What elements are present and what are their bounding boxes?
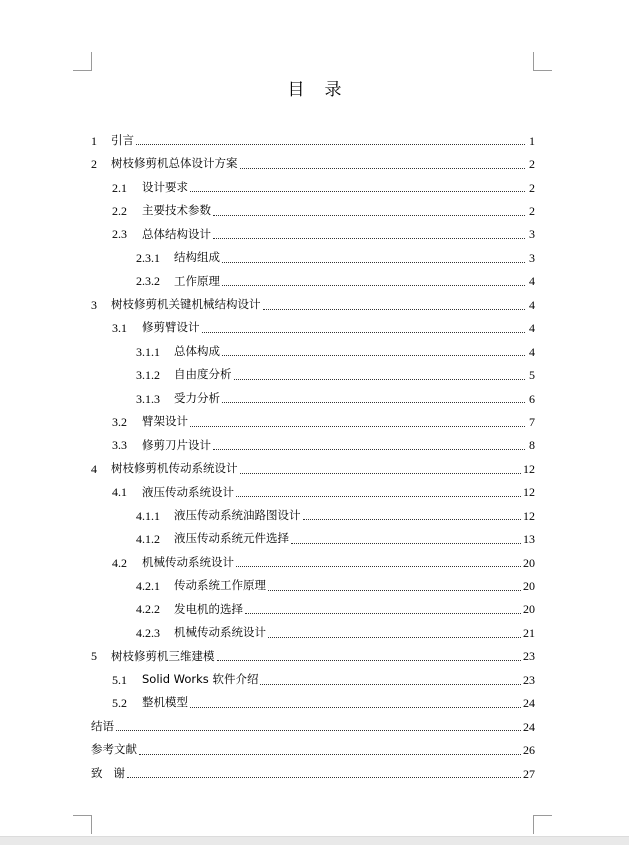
toc-entry-title: 树枝修剪机三维建模 bbox=[111, 648, 215, 663]
toc-entry-title: 臂架设计 bbox=[142, 414, 188, 429]
toc-entry-page-number: 26 bbox=[523, 743, 535, 758]
crop-mark-top-left bbox=[73, 52, 92, 71]
toc-entry-page-number: 20 bbox=[523, 579, 535, 594]
toc-entry-page-number: 24 bbox=[523, 719, 535, 734]
toc-dot-leader bbox=[222, 401, 525, 403]
toc-entry-number: 2 bbox=[91, 157, 97, 172]
toc-entry-title: 机械传动系统设计 bbox=[174, 625, 266, 640]
toc-entry[interactable] bbox=[91, 434, 535, 457]
toc-dot-leader bbox=[260, 683, 521, 685]
toc-dot-leader bbox=[190, 425, 525, 427]
toc-dot-leader bbox=[268, 589, 521, 591]
toc-entry-title: 修剪臂设计 bbox=[142, 320, 200, 335]
toc-entry[interactable] bbox=[91, 527, 535, 550]
toc-dot-leader bbox=[240, 167, 526, 169]
toc-entry[interactable] bbox=[91, 410, 535, 433]
toc-dot-leader bbox=[190, 190, 525, 192]
toc-entry-page-number: 12 bbox=[523, 508, 535, 523]
toc-dot-leader bbox=[222, 284, 525, 286]
toc-entry-number: 3 bbox=[91, 297, 97, 312]
toc-dot-leader bbox=[245, 612, 521, 614]
toc-entry-title: 总体构成 bbox=[174, 343, 220, 358]
toc-entry-title: 整机模型 bbox=[142, 695, 188, 710]
toc-entry[interactable] bbox=[91, 574, 535, 597]
toc-entry[interactable] bbox=[91, 715, 535, 738]
toc-entry-page-number: 2 bbox=[529, 204, 535, 219]
toc-entry[interactable] bbox=[91, 293, 535, 316]
toc-entry-page-number: 2 bbox=[529, 180, 535, 195]
toc-entry-number: 3.3 bbox=[112, 438, 127, 453]
toc-entry-title: 修剪刀片设计 bbox=[142, 437, 211, 452]
toc-entry-number: 4.2.2 bbox=[136, 602, 160, 617]
toc-entry[interactable] bbox=[91, 481, 535, 504]
toc-entry-title: 结构组成 bbox=[174, 250, 220, 265]
toc-entry-page-number: 5 bbox=[529, 368, 535, 383]
toc-dot-leader bbox=[222, 261, 525, 263]
toc-entry-number: 5.1 bbox=[112, 672, 127, 687]
toc-entry-number: 4.2.1 bbox=[136, 579, 160, 594]
toc-dot-leader bbox=[213, 214, 525, 216]
toc-entry-title: 工作原理 bbox=[174, 273, 220, 288]
toc-entry[interactable] bbox=[91, 176, 535, 199]
toc-entry-number: 4.1.1 bbox=[136, 508, 160, 523]
toc-list bbox=[91, 129, 535, 785]
toc-entry-number: 2.3.1 bbox=[136, 250, 160, 265]
toc-entry-number: 5 bbox=[91, 649, 97, 664]
toc-entry-title: 传动系统工作原理 bbox=[174, 578, 266, 593]
toc-entry[interactable] bbox=[91, 598, 535, 621]
toc-entry-page-number: 6 bbox=[529, 391, 535, 406]
toc-dot-leader bbox=[202, 331, 526, 333]
toc-entry-number: 4.1.2 bbox=[136, 532, 160, 547]
crop-mark-top-right bbox=[533, 52, 552, 71]
toc-entry[interactable] bbox=[91, 551, 535, 574]
toc-dot-leader bbox=[303, 518, 522, 520]
toc-entry-number: 3.1.3 bbox=[136, 391, 160, 406]
toc-entry-number: 2.2 bbox=[112, 204, 127, 219]
toc-entry-number: 4.1 bbox=[112, 485, 127, 500]
toc-dot-leader bbox=[291, 542, 521, 544]
toc-entry[interactable] bbox=[91, 457, 535, 480]
toc-entry-title: 机械传动系统设计 bbox=[142, 554, 234, 569]
toc-dot-leader bbox=[236, 565, 521, 567]
toc-entry-number: 1 bbox=[91, 133, 97, 148]
toc-entry-page-number: 24 bbox=[523, 696, 535, 711]
toc-dot-leader bbox=[268, 636, 521, 638]
toc-entry-title: 发电机的选择 bbox=[174, 601, 243, 616]
toc-entry-page-number: 12 bbox=[523, 485, 535, 500]
toc-entry[interactable] bbox=[91, 668, 535, 691]
toc-entry-title: 总体结构设计 bbox=[142, 226, 211, 241]
toc-entry-number: 3.1.2 bbox=[136, 368, 160, 383]
toc-entry-title: Solid Works 软件介绍 bbox=[142, 672, 259, 687]
toc-title bbox=[0, 75, 629, 100]
toc-entry[interactable] bbox=[91, 340, 535, 363]
toc-entry-page-number: 2 bbox=[529, 157, 535, 172]
toc-entry-number: 3.2 bbox=[112, 414, 127, 429]
toc-entry-number: 3.1 bbox=[112, 321, 127, 336]
toc-entry[interactable] bbox=[91, 621, 535, 644]
toc-entry-title: 树枝修剪机传动系统设计 bbox=[111, 461, 238, 476]
toc-entry-number: 4.2.3 bbox=[136, 625, 160, 640]
toc-entry-page-number: 1 bbox=[529, 133, 535, 148]
toc-entry-page-number: 3 bbox=[529, 250, 535, 265]
toc-entry-title: 树枝修剪机总体设计方案 bbox=[111, 156, 238, 171]
toc-entry-number: 4.2 bbox=[112, 555, 127, 570]
toc-entry[interactable] bbox=[91, 152, 535, 175]
toc-entry-page-number: 23 bbox=[523, 649, 535, 664]
page-bottom-edge bbox=[0, 836, 629, 845]
toc-dot-leader bbox=[127, 776, 521, 778]
toc-entry-number: 2.3.2 bbox=[136, 274, 160, 289]
toc-entry-page-number: 8 bbox=[529, 438, 535, 453]
toc-dot-leader bbox=[234, 378, 526, 380]
toc-entry-title: 受力分析 bbox=[174, 390, 220, 405]
toc-entry-title: 主要技术参数 bbox=[142, 203, 211, 218]
toc-dot-leader bbox=[217, 659, 522, 661]
toc-entry-title: 引言 bbox=[111, 132, 134, 147]
toc-entry-title: 致 谢 bbox=[91, 765, 125, 780]
toc-entry[interactable] bbox=[91, 129, 535, 152]
toc-entry-page-number: 20 bbox=[523, 555, 535, 570]
toc-entry-number: 2.3 bbox=[112, 227, 127, 242]
toc-entry-number: 5.2 bbox=[112, 696, 127, 711]
toc-entry[interactable] bbox=[91, 223, 535, 246]
toc-entry-page-number: 23 bbox=[523, 672, 535, 687]
toc-entry-title: 液压传动系统油路图设计 bbox=[174, 507, 301, 522]
toc-entry[interactable] bbox=[91, 692, 535, 715]
toc-entry-title: 自由度分析 bbox=[174, 367, 232, 382]
toc-dot-leader bbox=[213, 448, 525, 450]
toc-title-char: 录 bbox=[324, 80, 342, 100]
toc-entry-title: 结语 bbox=[91, 718, 114, 733]
toc-entry-number: 3.1.1 bbox=[136, 344, 160, 359]
toc-entry-page-number: 7 bbox=[529, 414, 535, 429]
toc-dot-leader bbox=[222, 354, 525, 356]
toc-dot-leader bbox=[213, 237, 525, 239]
toc-dot-leader bbox=[240, 472, 522, 474]
toc-entry-title: 设计要求 bbox=[142, 179, 188, 194]
toc-entry[interactable] bbox=[91, 246, 535, 269]
toc-entry[interactable] bbox=[91, 387, 535, 410]
toc-entry-title: 参考文献 bbox=[91, 742, 137, 757]
toc-entry-page-number: 27 bbox=[523, 766, 535, 781]
toc-entry[interactable] bbox=[91, 363, 535, 386]
toc-dot-leader bbox=[190, 706, 521, 708]
toc-dot-leader bbox=[263, 308, 526, 310]
toc-entry-page-number: 13 bbox=[523, 532, 535, 547]
toc-entry-page-number: 21 bbox=[523, 625, 535, 640]
toc-entry-number: 4 bbox=[91, 461, 97, 476]
toc-entry-title: 液压传动系统元件选择 bbox=[174, 531, 289, 546]
toc-entry[interactable] bbox=[91, 504, 535, 527]
toc-entry-page-number: 4 bbox=[529, 297, 535, 312]
toc-entry[interactable] bbox=[91, 645, 535, 668]
toc-dot-leader bbox=[136, 143, 525, 145]
crop-mark-bottom-left bbox=[73, 815, 92, 834]
toc-dot-leader bbox=[116, 729, 521, 731]
toc-entry[interactable] bbox=[91, 738, 535, 761]
toc-entry-page-number: 4 bbox=[529, 344, 535, 359]
toc-entry-page-number: 20 bbox=[523, 602, 535, 617]
toc-entry[interactable] bbox=[91, 270, 535, 293]
toc-entry-page-number: 4 bbox=[529, 321, 535, 336]
toc-entry-number: 2.1 bbox=[112, 180, 127, 195]
toc-dot-leader bbox=[139, 753, 521, 755]
toc-entry-title: 树枝修剪机关键机械结构设计 bbox=[111, 297, 261, 312]
toc-entry[interactable] bbox=[91, 762, 535, 785]
toc-entry-page-number: 3 bbox=[529, 227, 535, 242]
toc-entry-page-number: 12 bbox=[523, 461, 535, 476]
crop-mark-bottom-right bbox=[533, 815, 552, 834]
toc-entry-page-number: 4 bbox=[529, 274, 535, 289]
toc-entry-title: 液压传动系统设计 bbox=[142, 484, 234, 499]
toc-entry[interactable] bbox=[91, 199, 535, 222]
toc-title-char: 目 bbox=[287, 80, 305, 100]
toc-dot-leader bbox=[236, 495, 521, 497]
toc-entry[interactable] bbox=[91, 317, 535, 340]
